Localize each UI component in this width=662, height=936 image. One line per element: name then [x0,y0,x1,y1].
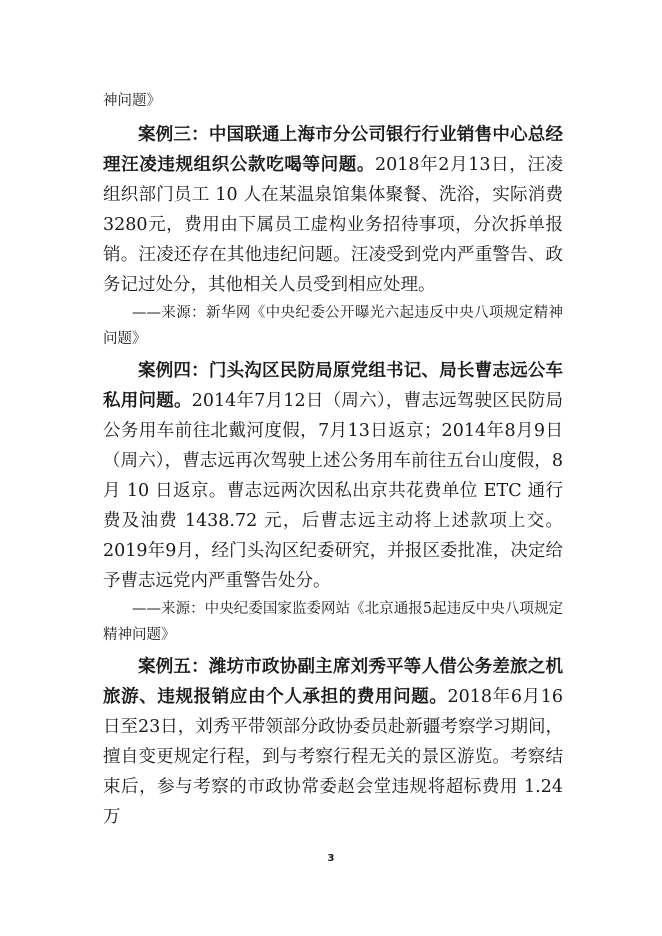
case-heading: 案例三：中国联通上海市分公司银行行业销售中心总经理汪凌违规组织公款吃喝等问题。 [103,125,563,175]
document-page [103,88,563,832]
case-paragraph [103,356,563,596]
case-five [103,652,563,832]
case-source-text: ——来源：新华网《中央纪委公开曝光六起违反中央八项规定精神问题》 [103,305,563,347]
case-body: 2018年2月13日，汪凌组织部门员工 10 人在某温泉馆集体聚餐、洗浴，实际消费3280元，费用由下属员工虚构业务招待事项，分次拆单报销。汪凌还存在其他违纪问题。汪凌受到党内严重警告、政务记过处分，其他相关人员受到相应处理。 [103,155,563,295]
case-paragraph [103,652,563,832]
case-heading: 案例四：门头沟区民防局原党组书记、局长曹志远公车私用问题。 [103,361,563,411]
case-source [103,300,563,352]
case-source [103,596,563,648]
continuation-text: 神问题》 [103,93,161,109]
case-body: 2014年7月12日（周六），曹志远驾驶区民防局公务用车前往北戴河度假，7月13日返京；2014年8月9日（周六），曹志远再次驾驶上述公务用车前往五台山度假，8月 10 日返京。曹志远两次因私出京共花费单位 ETC 通行费及油费 1438.72 元，后曹志远主动将上述款项上交。2019年9月，经门头沟区纪委研究，并报区委批准，决定给予曹志远党内严重警告处分。 [103,391,564,591]
case-body: 2018年6月16日至23日，刘秀平带领部分政协委员赴新疆考察学习期间，擅自变更规定行程，到与考察行程无关的景区游览。考察结束后，参与考察的市政协常委赵会堂违规将超标费用 1.24 万 [103,687,563,827]
case-paragraph [103,120,563,300]
case-source-text: ——来源：中央纪委国家监委网站《北京通报5起违反中央八项规定精神问题》 [103,601,563,643]
case-heading: 案例五：潍坊市政协副主席刘秀平等人借公务差旅之机旅游、违规报销应由个人承担的费用问题。 [103,657,563,707]
case-three [103,120,563,352]
page-number: 3 [327,853,335,864]
case-four [103,356,563,648]
